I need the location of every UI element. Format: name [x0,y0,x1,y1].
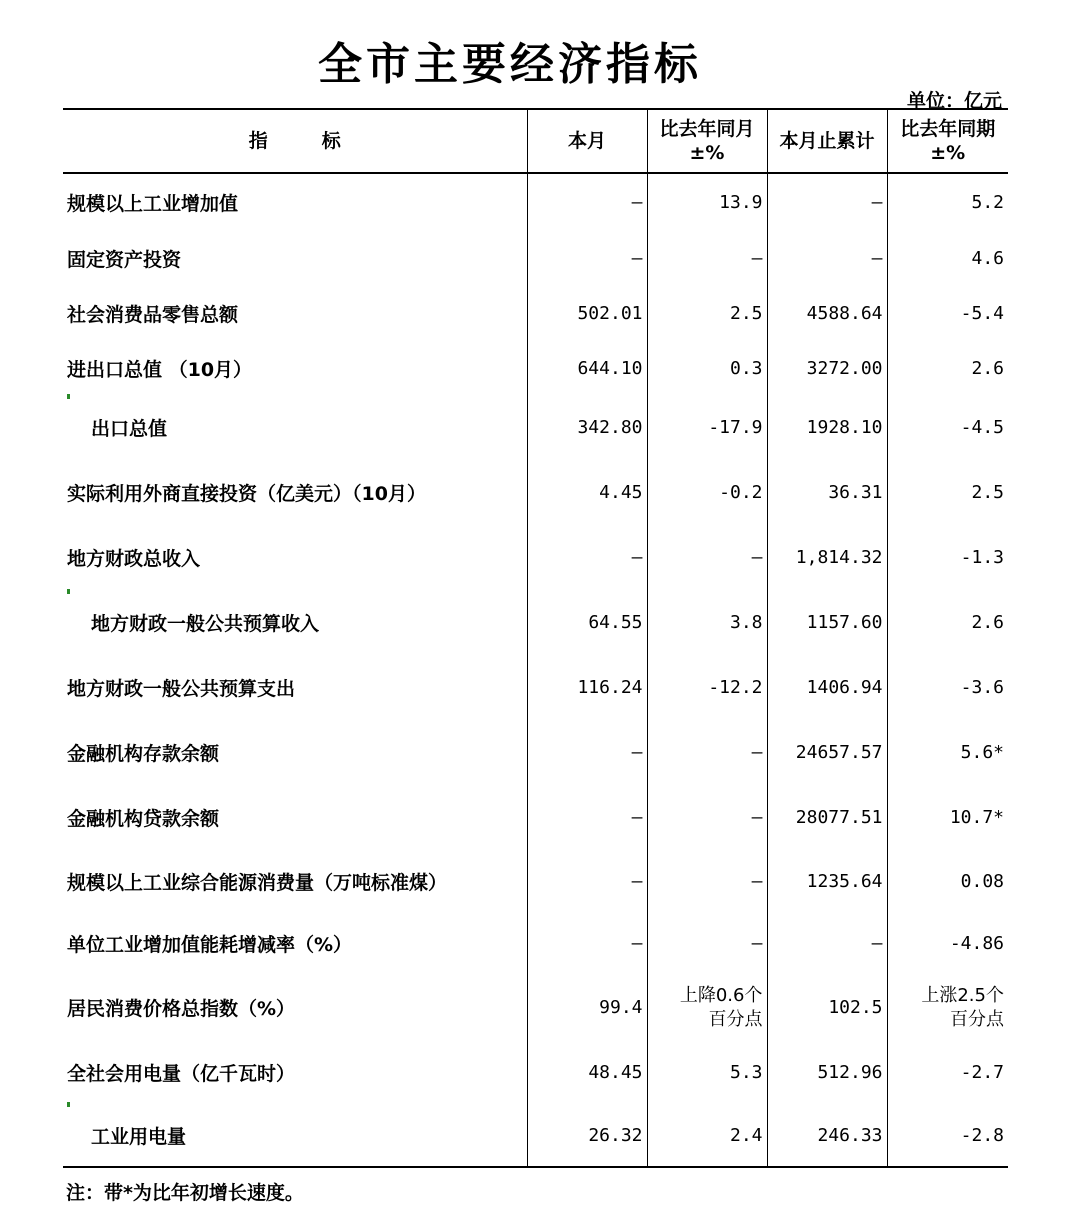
cell-cumulative: 3272.00 [767,341,887,396]
table-row [63,850,1008,912]
header-indicator: 指 标 [248,130,341,152]
row-name: 单位工业增加值能耗增减率（%） [67,933,353,956]
cell-cumulative: – [767,173,887,231]
header-cum-yoy: 比去年同期 ±% [887,109,1008,173]
table-row [63,525,1008,589]
cell-cum-yoy: -4.5 [887,396,1008,459]
cell-month: – [527,785,647,850]
table-row [63,720,1008,785]
cell-month-yoy: -12.2 [647,655,767,720]
row-name: 地方财政总收入 [67,547,201,570]
cell-cum-yoy: 2.6 [887,341,1008,396]
table-row [63,286,1008,341]
table-row [63,589,1008,655]
cell-month: 644.10 [527,341,647,396]
table-row [63,173,1008,231]
cell-cum-yoy: 5.2 [887,173,1008,231]
cell-cum-yoy: 上涨2.5个 百分点 [887,974,1008,1041]
cell-month-yoy: 0.3 [647,341,767,396]
footnote: 注：带*为比年初增长速度。 [66,1182,304,1204]
cell-cum-yoy: -1.3 [887,525,1008,589]
row-name: 金融机构存款余额 [67,743,220,765]
row-name: 固定资产投资 [67,249,182,271]
cell-month: – [527,912,647,974]
table-row [63,341,1008,396]
row-name: 工业用电量 [91,1125,187,1148]
cell-cumulative: 512.96 [767,1041,887,1104]
cell-month: 502.01 [527,286,647,341]
cell-cumulative: 36.31 [767,459,887,525]
header-cumulative: 本月止累计 [767,109,887,173]
cell-cumulative: 1235.64 [767,850,887,912]
cell-cum-yoy: 0.08 [887,850,1008,912]
cell-month: 4.45 [527,459,647,525]
table-row [63,459,1008,525]
table-row [63,655,1008,720]
cell-month-yoy: – [647,525,767,589]
cell-month: – [527,720,647,785]
cell-month: 26.32 [527,1104,647,1167]
header-row [63,109,1008,173]
cell-month-yoy: 上降0.6个 百分点 [647,974,767,1041]
row-name: 全社会用电量（亿千瓦时） [67,1063,296,1085]
cell-cum-yoy: 2.6 [887,589,1008,655]
row-name: 金融机构贷款余额 [67,808,220,830]
cell-cum-yoy: -4.86 [887,912,1008,974]
cell-cum-yoy: 4.6 [887,231,1008,286]
cell-cumulative: – [767,231,887,286]
table-row [63,1104,1008,1167]
table-row [63,231,1008,286]
cell-month-yoy: -0.2 [647,459,767,525]
unit-label: 单位：亿元 [906,90,1002,112]
cell-cumulative: 28077.51 [767,785,887,850]
cell-month-yoy: – [647,231,767,286]
cell-month: 99.4 [527,974,647,1041]
cell-month-yoy: -17.9 [647,396,767,459]
cell-month: 48.45 [527,1041,647,1104]
cell-month: 342.80 [527,396,647,459]
row-name: 居民消费价格总指数（%） [67,998,296,1020]
cell-cumulative: 1,814.32 [767,525,887,589]
page-title: 全市主要经济指标 [318,39,702,90]
cell-cum-yoy: 10.7* [887,785,1008,850]
row-name: 实际利用外商直接投资（亿美元）（10月） [67,482,426,505]
cell-cumulative: 102.5 [767,974,887,1041]
cell-cumulative: 1928.10 [767,396,887,459]
row-name: 地方财政一般公共预算收入 [91,612,320,635]
table-row [63,396,1008,459]
cell-month: 64.55 [527,589,647,655]
cell-month-yoy: 3.8 [647,589,767,655]
cell-cum-yoy: -2.8 [887,1104,1008,1167]
row-name: 规模以上工业增加值 [67,193,239,215]
cell-cum-yoy: -2.7 [887,1041,1008,1104]
table-row [63,1041,1008,1104]
cell-month: – [527,850,647,912]
header-month-yoy: 比去年同月 ±% [647,109,767,173]
cell-month: – [527,525,647,589]
cell-cum-yoy: 5.6* [887,720,1008,785]
cell-cumulative: 246.33 [767,1104,887,1167]
cell-month-yoy: – [647,720,767,785]
cell-month: 116.24 [527,655,647,720]
indicators-table [63,108,1008,1168]
cell-cumulative: 1406.94 [767,655,887,720]
cell-month-yoy: 13.9 [647,173,767,231]
cell-cum-yoy: 2.5 [887,459,1008,525]
row-name: 规模以上工业综合能源消费量（万吨标准煤） [67,871,448,894]
table-row [63,912,1008,974]
cell-month-yoy: 5.3 [647,1041,767,1104]
row-name: 地方财政一般公共预算支出 [67,678,296,700]
cell-month-yoy: – [647,912,767,974]
row-name: 社会消费品零售总额 [67,304,239,326]
cell-month-yoy: – [647,785,767,850]
header-month: 本月 [527,109,647,173]
table-row [63,785,1008,850]
cell-month: – [527,173,647,231]
cell-month-yoy: 2.4 [647,1104,767,1167]
cell-month: – [527,231,647,286]
row-name: 出口总值 [91,418,168,440]
table-row [63,974,1008,1041]
cell-month-yoy: – [647,850,767,912]
cell-month-yoy: 2.5 [647,286,767,341]
cell-cumulative: – [767,912,887,974]
cell-cumulative: 24657.57 [767,720,887,785]
cell-cumulative: 4588.64 [767,286,887,341]
cell-cumulative: 1157.60 [767,589,887,655]
cell-cum-yoy: -5.4 [887,286,1008,341]
row-name: 进出口总值 （10月） [67,359,253,381]
cell-cum-yoy: -3.6 [887,655,1008,720]
